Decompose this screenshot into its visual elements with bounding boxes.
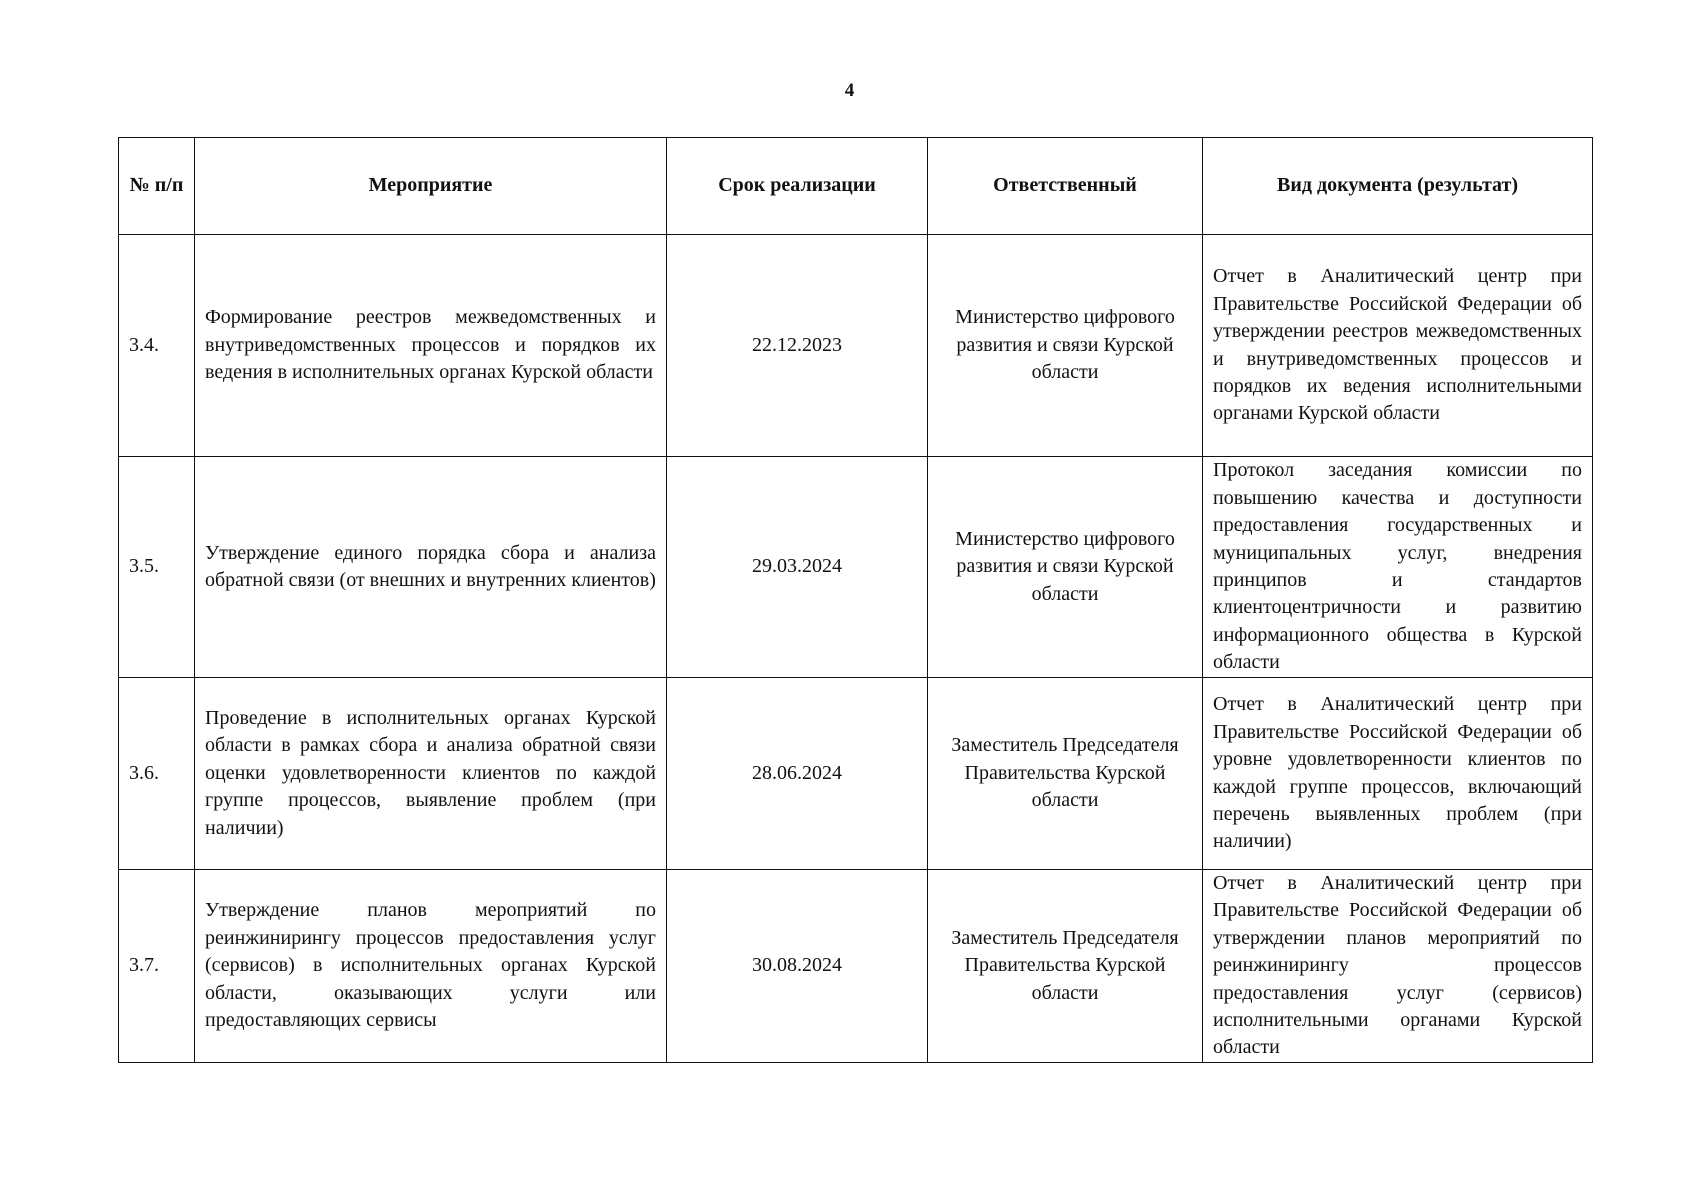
header-responsible: Ответственный [928, 138, 1203, 235]
row-deadline: 28.06.2024 [667, 678, 928, 870]
header-action: Мероприятие [195, 138, 667, 235]
row-responsible: Заместитель Председателя Правительства Курской области [928, 870, 1203, 1063]
row-action: Утверждение планов мероприятий по реинжинирингу процессов предоставления услуг (сервисов) в исполнительных органах Курской области, оказывающих услуги или предоставляющих сервисы [195, 870, 667, 1063]
header-result: Вид документа (результат) [1203, 138, 1593, 235]
row-deadline: 30.08.2024 [667, 870, 928, 1063]
row-number: 3.6. [119, 678, 195, 870]
table-row [119, 457, 1593, 678]
row-result: Отчет в Аналитический центр при Правительстве Российской Федерации об утверждении планов мероприятий по реинжинирингу процессов предоставления услуг (сервисов) исполнительными органами Курской области [1203, 870, 1593, 1063]
row-action: Утверждение единого порядка сбора и анализа обратной связи (от внешних и внутренних клиентов) [195, 457, 667, 678]
header-deadline: Срок реализации [667, 138, 928, 235]
table-row [119, 235, 1593, 457]
page-number: 4 [844, 80, 855, 101]
header-num: № п/п [119, 138, 195, 235]
table-row [119, 678, 1593, 870]
row-result: Отчет в Аналитический центр при Правительстве Российской Федерации об уровне удовлетворенности клиентов по каждой группе процессов, включающий перечень выявленных проблем (при наличии) [1203, 678, 1593, 870]
row-number: 3.4. [119, 235, 195, 457]
row-number: 3.7. [119, 870, 195, 1063]
row-action: Проведение в исполнительных органах Курской области в рамках сбора и анализа обратной связи оценки удовлетворенности клиентов по каждой группе процессов, выявление проблем (при наличии) [195, 678, 667, 870]
row-deadline: 22.12.2023 [667, 235, 928, 457]
row-deadline: 29.03.2024 [667, 457, 928, 678]
row-responsible: Заместитель Председателя Правительства Курской области [928, 678, 1203, 870]
row-number: 3.5. [119, 457, 195, 678]
row-result: Отчет в Аналитический центр при Правительстве Российской Федерации об утверждении реестров межведомственных и внутриведомственных процессов и порядков их ведения исполнительными органами Курской области [1203, 235, 1593, 457]
row-responsible: Министерство цифрового развития и связи Курской области [928, 457, 1203, 678]
row-responsible: Министерство цифрового развития и связи Курской области [928, 235, 1203, 457]
row-action: Формирование реестров межведомственных и внутриведомственных процессов и порядков их ведения в исполнительных органах Курской области [195, 235, 667, 457]
table-row [119, 870, 1593, 1063]
action-plan-table [118, 137, 1593, 1063]
row-result: Протокол заседания комиссии по повышению качества и доступности предоставления государственных и муниципальных услуг, внедрения принципов и стандартов клиентоцентричности и развитию информационного общества в Курской области [1203, 457, 1593, 678]
table-header-row [119, 138, 1593, 235]
